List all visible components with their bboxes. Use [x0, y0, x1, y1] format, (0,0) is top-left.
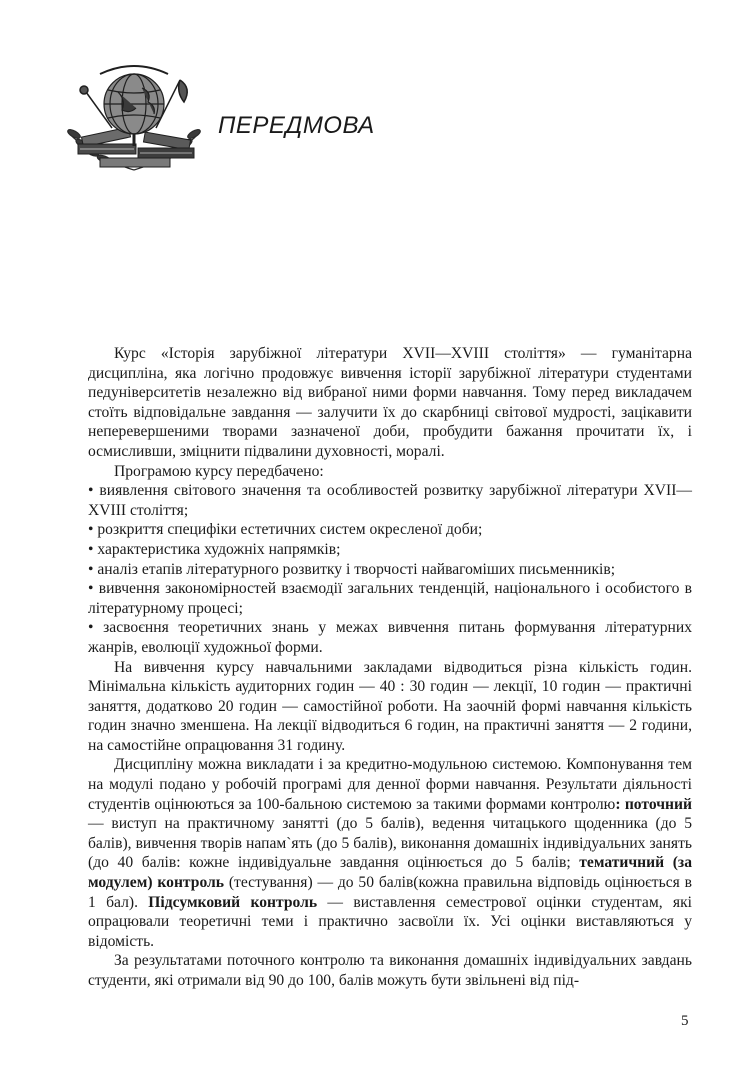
- list-item: • вивчення закономірностей взаємодії загальних тенденцій, національного і особистого в літературному процесі;: [88, 580, 692, 617]
- page-title: ПЕРЕДМОВА: [218, 112, 375, 139]
- list-item: • виявлення світового значення та особливостей розвитку зарубіжної літератури XVII—XVIII століття;: [88, 482, 692, 519]
- program-lead: Програмою курсу передбачено:: [114, 462, 324, 480]
- hours-paragraph: На вивчення курсу навчальними закладами відводиться різна кількість годин. Мінімальна кількість аудиторних годин — 40 : 30 годин — лекції, 10 годин — практичні заняття, додатково 20 годин — самостійної роботи. На заочній формі навчання кількість годин значно зменшена. На лекції відводиться 6 годин, на практичні заняття — 2 години, на самостійне опрацювання 31 годину.: [88, 658, 692, 754]
- list-item: • засвоєння теоретичних знань у межах вивчення питань формування літературних жанрів, еволюції художньої форми.: [88, 619, 692, 656]
- list-item: • характеристика художніх напрямків;: [88, 540, 341, 558]
- assessment-text: — виставлення семестрової оцінки студентам, які опрацювали теоретичні теми і практично засвоїли їх. Усі оцінки виставляються у відомість.: [88, 893, 692, 950]
- assessment-text: — виступ на практичному занятті (до 5 балів), ведення читацького щоденника (до 5 балів), вивчення творів напам`ять (до 5 балів), виконання домашніх індивідуальних занять (до 40 балів: кожне індивідуальне завдання оцінюється до 5 балів;: [88, 815, 692, 872]
- assessment-text: Дисципліну можна викладати і за кредитно-модульною системою. Компонування тем на модулі подано у робочій програмі для денної форми навчання. Результати діяльності студентів оцінюються за 100-бальною системою за такими формами контролю: [88, 756, 692, 813]
- preface-body: [88, 344, 692, 991]
- current-control-label: : поточний: [615, 795, 692, 813]
- final-paragraph: За результатами поточного контролю та виконання домашніх індивідуальних завдань студенти, які отримали від 90 до 100, балів можуть бути звільнені від під-: [88, 952, 692, 989]
- list-item: • розкриття специфіки естетичних систем окресленої доби;: [88, 521, 483, 539]
- assessment-paragraph: [88, 755, 692, 951]
- page-number: 5: [681, 1013, 689, 1029]
- globe-books-emblem-icon: [60, 62, 208, 182]
- list-item: • аналіз етапів літературного розвитку і творчості найвагоміших письменників;: [88, 560, 616, 578]
- final-control-label: Підсумковий контроль: [148, 893, 318, 911]
- assessment-text: (тестування) — до 50 балів(кожна правильна відповідь оцінюється в 1 бал).: [88, 874, 692, 911]
- intro-paragraph: Курс «Історія зарубіжної літератури XVII—XVIII століття» — гуманітарна дисципліна, яка логічно продовжує вивчення історії зарубіжної літератури студентами педуніверситетів незалежно від вибраної ними форми навчання. Тому перед викладачем стоїть відповідальне завдання — залучити їх до скарбниці світової мудрості, зацікавити неперевершеними творами зазначеної доби, пробудити бажання прочитати їх, і осмисливши, зміцнити підвалини духовності, моралі.: [88, 345, 692, 460]
- thematic-control-label: тематичний (за модулем) контроль: [88, 854, 692, 892]
